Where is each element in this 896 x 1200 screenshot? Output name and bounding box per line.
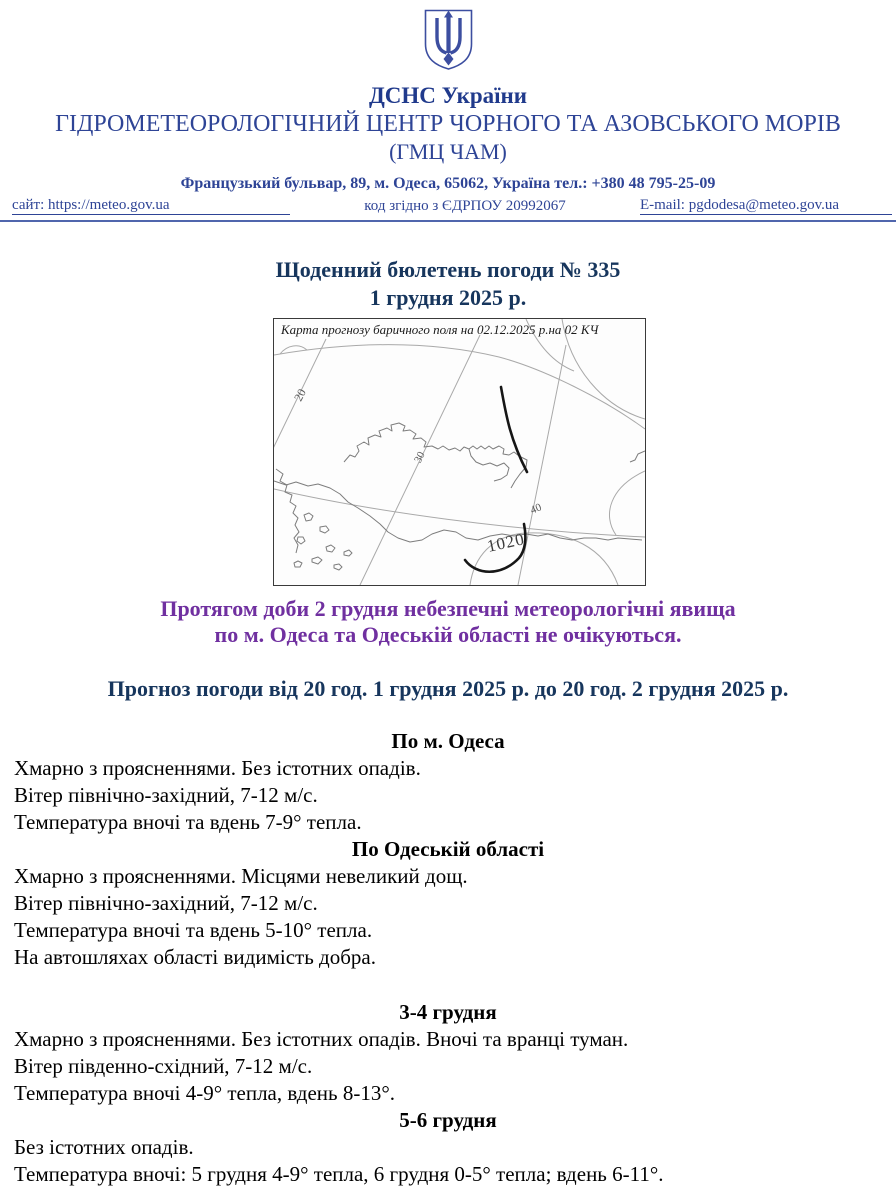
island	[326, 545, 335, 552]
island	[294, 561, 302, 567]
section-title-city: По м. Одеса	[391, 729, 505, 753]
org-name-short: ДСНС України	[368, 83, 528, 108]
header-emblem-wrap	[0, 0, 896, 77]
forecast-line: Температура вночі та вдень 7-9° тепла.	[14, 810, 362, 834]
section-title-region: По Одеській області	[351, 837, 545, 861]
forecast-line: Вітер північно-західний, 7-12 м/с.	[14, 891, 318, 915]
parallel-line	[274, 489, 645, 537]
outlook-line: Вітер південно-східний, 7-12 м/с.	[14, 1054, 313, 1078]
isobar-label-1020: 1020	[485, 529, 527, 556]
isobar-label-30: 30	[412, 449, 428, 466]
black-sea-north-coast	[344, 423, 469, 462]
email-link[interactable]: E-mail: pgdodesa@meteo.gov.ua	[640, 196, 892, 215]
parallel-line	[274, 345, 645, 429]
site-link[interactable]: сайт: https://meteo.gov.ua	[12, 196, 290, 215]
forecast-heading: Прогноз погоди від 20 год. 1 грудня 2025 р. до 20 год. 2 грудня 2025 р.	[107, 676, 789, 701]
section-title-dec5-6: 5-6 грудня	[399, 1108, 497, 1132]
island	[344, 550, 352, 556]
outlook-line: Без істотних опадів.	[14, 1135, 194, 1159]
org-name-full: ГІДРОМЕТЕОРОЛОГІЧНИЙ ЦЕНТР ЧОРНОГО ТА АЗОВСЬКОГО МОРІВ	[55, 111, 841, 137]
pressure-map-image	[274, 319, 645, 585]
isobar-curve	[280, 346, 307, 354]
ukraine-trident-icon	[421, 8, 476, 72]
hazard-warning	[0, 596, 896, 648]
org-address: Французький бульвар, 89, м. Одеса, 65062, Україна тел.: +380 48 795-25-09	[180, 175, 716, 192]
island	[304, 513, 313, 521]
hazard-warning-line2: по м. Одеса та Одеській області не очікуються.	[214, 622, 682, 647]
forecast-line: Хмарно з проясненнями. Без істотних опадів.	[14, 756, 421, 780]
anatolia-north-coast	[274, 481, 642, 542]
island	[320, 526, 329, 533]
section-title-dec3-4: 3-4 грудня	[399, 1000, 497, 1024]
isobar-label-40: 40	[528, 501, 544, 517]
org-name-abbr: (ГМЦ ЧАМ)	[389, 139, 507, 164]
outlook-line: Хмарно з проясненнями. Без істотних опадів. Вночі та вранці туман.	[14, 1027, 629, 1051]
bulletin-title: Щоденний бюлетень погоди № 335	[275, 257, 621, 282]
front-line-upper	[501, 387, 527, 472]
caucasus-coast	[630, 451, 645, 462]
contact-row	[0, 196, 896, 215]
forecast-line: Вітер північно-західний, 7-12 м/с.	[14, 783, 318, 807]
island	[334, 564, 342, 570]
island	[312, 557, 322, 564]
bulletin-date: 1 грудня 2025 р.	[369, 285, 527, 310]
forecast-line: Хмарно з проясненнями. Місцями невеликий дощ.	[14, 864, 468, 888]
pressure-field-map	[273, 318, 646, 586]
outlook-line: Температура вночі: 5 грудня 4-9° тепла, 6 грудня 0-5° тепла; вдень 6-11°.	[14, 1162, 664, 1186]
isobar-curve	[609, 471, 645, 535]
roads-visibility-note: На автошляхах області видимість добра.	[14, 945, 376, 969]
island	[297, 537, 305, 544]
header-divider	[0, 220, 896, 222]
hazard-warning-line1: Протягом доби 2 грудня небезпечні метеорологічні явища	[160, 596, 736, 621]
isobar-label-20: 20	[291, 386, 309, 404]
aegean-coast	[276, 469, 299, 553]
edrpou-code: код згідно з ЄДРПОУ 20992067	[364, 198, 566, 214]
forecast-line: Температура вночі та вдень 5-10° тепла.	[14, 918, 373, 942]
outlook-line: Температура вночі 4-9° тепла, вдень 8-13°.	[14, 1081, 395, 1105]
map-caption: Карта прогнозу баричного поля на 02.12.2025 р.на 02 КЧ	[281, 322, 599, 337]
